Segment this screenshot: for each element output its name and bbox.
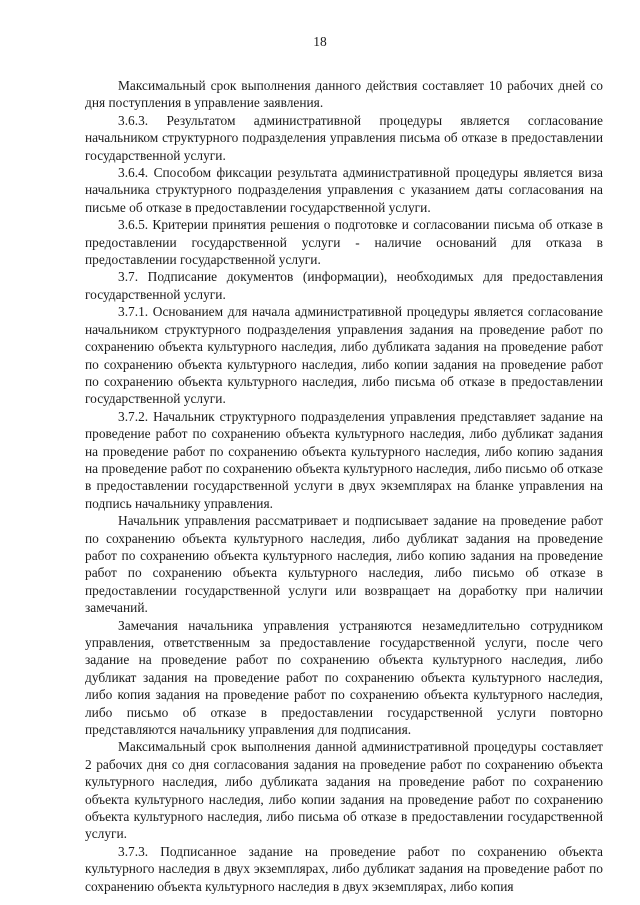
paragraph-head-review: Начальник управления рассматривает и подписывает задание на проведение работ по сохранению объекта культурного наследия, либо дубликат задания на проведение работ по сохранению объекта культурного наследия, либо копию задания на проведение работ по сохранению объекта культурного наследия, либо письмо об отказе в предоставлении государственной услуги или возвращает на доработку при наличии замечаний. — [85, 513, 603, 616]
paragraph-3-7-1: 3.7.1. Основанием для начала административной процедуры является согласование начальником структурного подразделения управления задания на проведение работ по сохранению объекта культурного наследия, либо дубликата задания на проведение работ по сохранению объекта культурного наследия, либо копии задания на проведение работ по сохранению объекта культурного наследия, либо письма об отказе в предоставлении государственной услуги. — [85, 304, 603, 407]
document-body — [85, 77, 603, 895]
paragraph-3-7-3: 3.7.3. Подписанное задание на проведение работ по сохранению объекта культурного наследия в двух экземплярах, либо дубликат задания на проведение работ по сохранению объекта культурного наследия в двух экземплярах, либо копия — [85, 843, 603, 894]
paragraph-3-6-4: 3.6.4. Способом фиксации результата административной процедуры является виза начальника структурного подразделения управления с указанием даты согласования на письме об отказе в предоставлении государственной услуги. — [85, 165, 603, 215]
paragraph-max-term-action: Максимальный срок выполнения данного действия составляет 10 рабочих дней со дня поступления в управление заявления. — [85, 78, 603, 111]
paragraph-max-term-procedure: Максимальный срок выполнения данной административной процедуры составляет 2 рабочих дня со дня согласования задания на проведение работ по сохранению объекта культурного наследия, либо дубликата задания на проведение работ по сохранению объекта культурного наследия, либо копии задания на проведение работ по сохранению объекта культурного наследия, либо письма об отказе в предоставлении государственной услуги. — [85, 739, 603, 842]
paragraph-3-6-5: 3.6.5. Критерии принятия решения о подготовке и согласовании письма об отказе в предоставлении государственной услуги - наличие оснований для отказа в предоставлении государственной услуги. — [85, 217, 603, 268]
paragraph-3-6-3: 3.6.3. Результатом административной процедуры является согласование начальником структурного подразделения управления письма об отказе в предоставлении государственной услуги. — [85, 112, 603, 163]
page-number: 18 — [313, 34, 327, 49]
paragraph-remarks: Замечания начальника управления устраняются незамедлительно сотрудником управления, ответственным за предоставление государственной услуги, после чего задание на проведение работ по сохранению объекта культурного наследия, либо дубликат задания на проведение работ по сохранению объекта культурного наследия, либо копия задания на проведение работ по сохранению объекта культурного наследия, либо письмо об отказе в предоставлении государственной услуги повторно представляются начальнику управления для подписания. — [85, 617, 603, 738]
paragraph-3-7: 3.7. Подписание документов (информации), необходимых для предоставления государственной услуги. — [85, 269, 603, 302]
paragraph-3-7-2: 3.7.2. Начальник структурного подразделения управления представляет задание на проведение работ по сохранению объекта культурного наследия, либо дубликат задания на проведение работ по сохранению объекта культурного наследия, либо копию задания на проведение работ по сохранению объекта культурного наследия, либо письмо об отказе в предоставлении государственной услуги в двух экземплярах на бланке управления на подпись начальнику управления. — [85, 408, 603, 511]
